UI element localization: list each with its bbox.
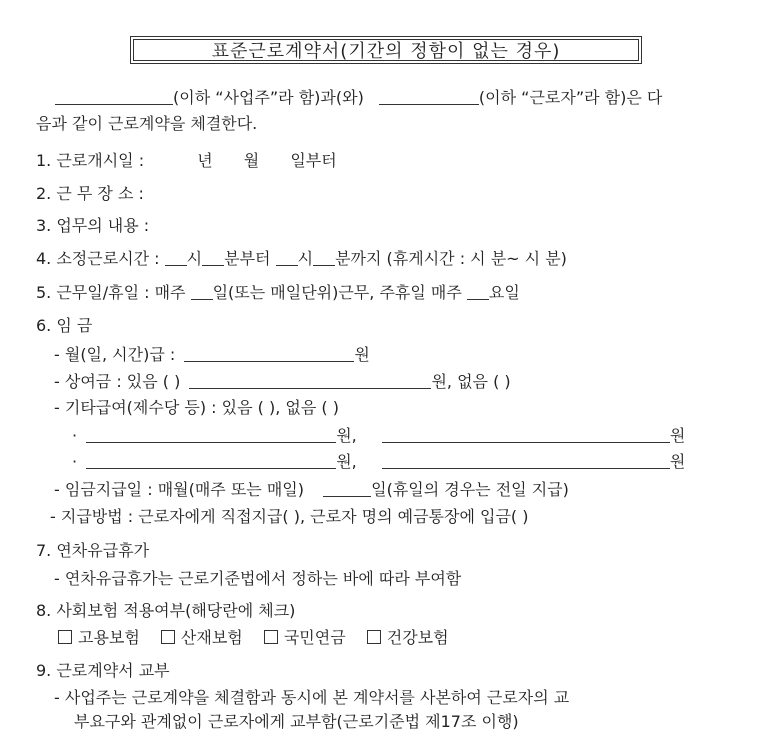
option-health-insurance[interactable]: 건강보험 xyxy=(367,628,449,647)
item-contract-delivery: 9. 근로계약서 교부 xyxy=(36,661,170,680)
allowance-blank-2[interactable] xyxy=(382,426,670,443)
wage-other: - 기타급여(제수당 등) : 있음 ( ), 없음 ( ) xyxy=(54,398,339,417)
weekly-holiday-blank[interactable] xyxy=(467,283,489,300)
checkbox-health[interactable] xyxy=(367,630,381,644)
item-working-hours: 4. 소정근로시간 : 시 분부터 시 분까지 (휴게시간 : 시 분~ 시 분) xyxy=(36,249,567,268)
employee-name-blank[interactable] xyxy=(379,88,479,105)
intro-text-2: (이하 “근로자”라 함)은 다 xyxy=(478,88,663,107)
item-workplace: 2. 근 무 장 소 : xyxy=(36,184,144,203)
end-minute-blank[interactable] xyxy=(313,249,335,266)
checkbox-industrial[interactable] xyxy=(161,630,175,644)
end-hour-blank[interactable] xyxy=(276,249,298,266)
allowance-blank-1[interactable] xyxy=(86,426,336,443)
option-national-pension[interactable]: 국민연금 xyxy=(264,628,346,647)
item-annual-leave: 7. 연차유급휴가 xyxy=(36,541,150,560)
bonus-amount-blank[interactable] xyxy=(189,372,431,389)
contract-delivery-desc-1: - 사업주는 근로계약을 체결함과 동시에 본 계약서를 사본하여 근로자의 교 xyxy=(54,688,570,707)
start-hour-blank[interactable] xyxy=(165,249,187,266)
social-insurance-options xyxy=(58,628,449,648)
wage-payment-method: - 지급방법 : 근로자에게 직접지급( ), 근로자 명의 예금통장에 입금( ) xyxy=(50,507,529,526)
payday-blank[interactable] xyxy=(323,480,371,497)
item-job-description: 3. 업무의 내용 : xyxy=(36,216,150,235)
intro-line-2: 음과 같이 근로계약을 체결한다. xyxy=(36,114,258,133)
intro-text-1: (이하 “사업주”라 함)과(와) xyxy=(173,88,364,107)
item-social-insurance: 8. 사회보험 적용여부(해당란에 체크) xyxy=(36,601,296,620)
allowance-blank-3[interactable] xyxy=(86,452,336,469)
other-allowance-row-2: · 원, 원 xyxy=(72,452,686,471)
intro-line-1 xyxy=(55,88,662,108)
monthly-wage-blank[interactable] xyxy=(184,345,354,362)
checkbox-pension[interactable] xyxy=(264,630,278,644)
title-box xyxy=(130,36,642,64)
other-allowance-row-1: · 원, 원 xyxy=(72,426,686,445)
annual-leave-desc: - 연차유급휴가는 근로기준법에서 정하는 바에 따라 부여함 xyxy=(54,569,462,588)
employer-name-blank[interactable] xyxy=(55,88,173,105)
item-start-date: 1. 근로개시일 : 년 월 일부터 xyxy=(36,151,337,170)
option-industrial-accident[interactable]: 산재보험 xyxy=(161,628,243,647)
wage-bonus: - 상여금 : 있음 ( ) 원, 없음 ( ) xyxy=(54,372,511,391)
contract-delivery-desc-2: 부요구와 관계없이 근로자에게 교부함(근로기준법 제17조 이행) xyxy=(74,712,519,731)
option-employment-insurance[interactable]: 고용보험 xyxy=(58,628,140,647)
wage-monthly: - 월(일, 시간)급 : 원 xyxy=(54,345,370,364)
item-wage: 6. 임 금 xyxy=(36,316,93,335)
workdays-blank[interactable] xyxy=(191,283,213,300)
allowance-blank-4[interactable] xyxy=(382,452,670,469)
item-workdays: 5. 근무일/휴일 : 매주 일(또는 매일단위)근무, 주휴일 매주 요일 xyxy=(36,283,520,302)
start-minute-blank[interactable] xyxy=(202,249,224,266)
wage-payday: - 임금지급일 : 매월(매주 또는 매일) 일(휴일의 경우는 전일 지급) xyxy=(54,480,569,499)
checkbox-employment[interactable] xyxy=(58,630,72,644)
document-title: 표준근로계약서(기간의 정함이 없는 경우) xyxy=(133,39,639,61)
